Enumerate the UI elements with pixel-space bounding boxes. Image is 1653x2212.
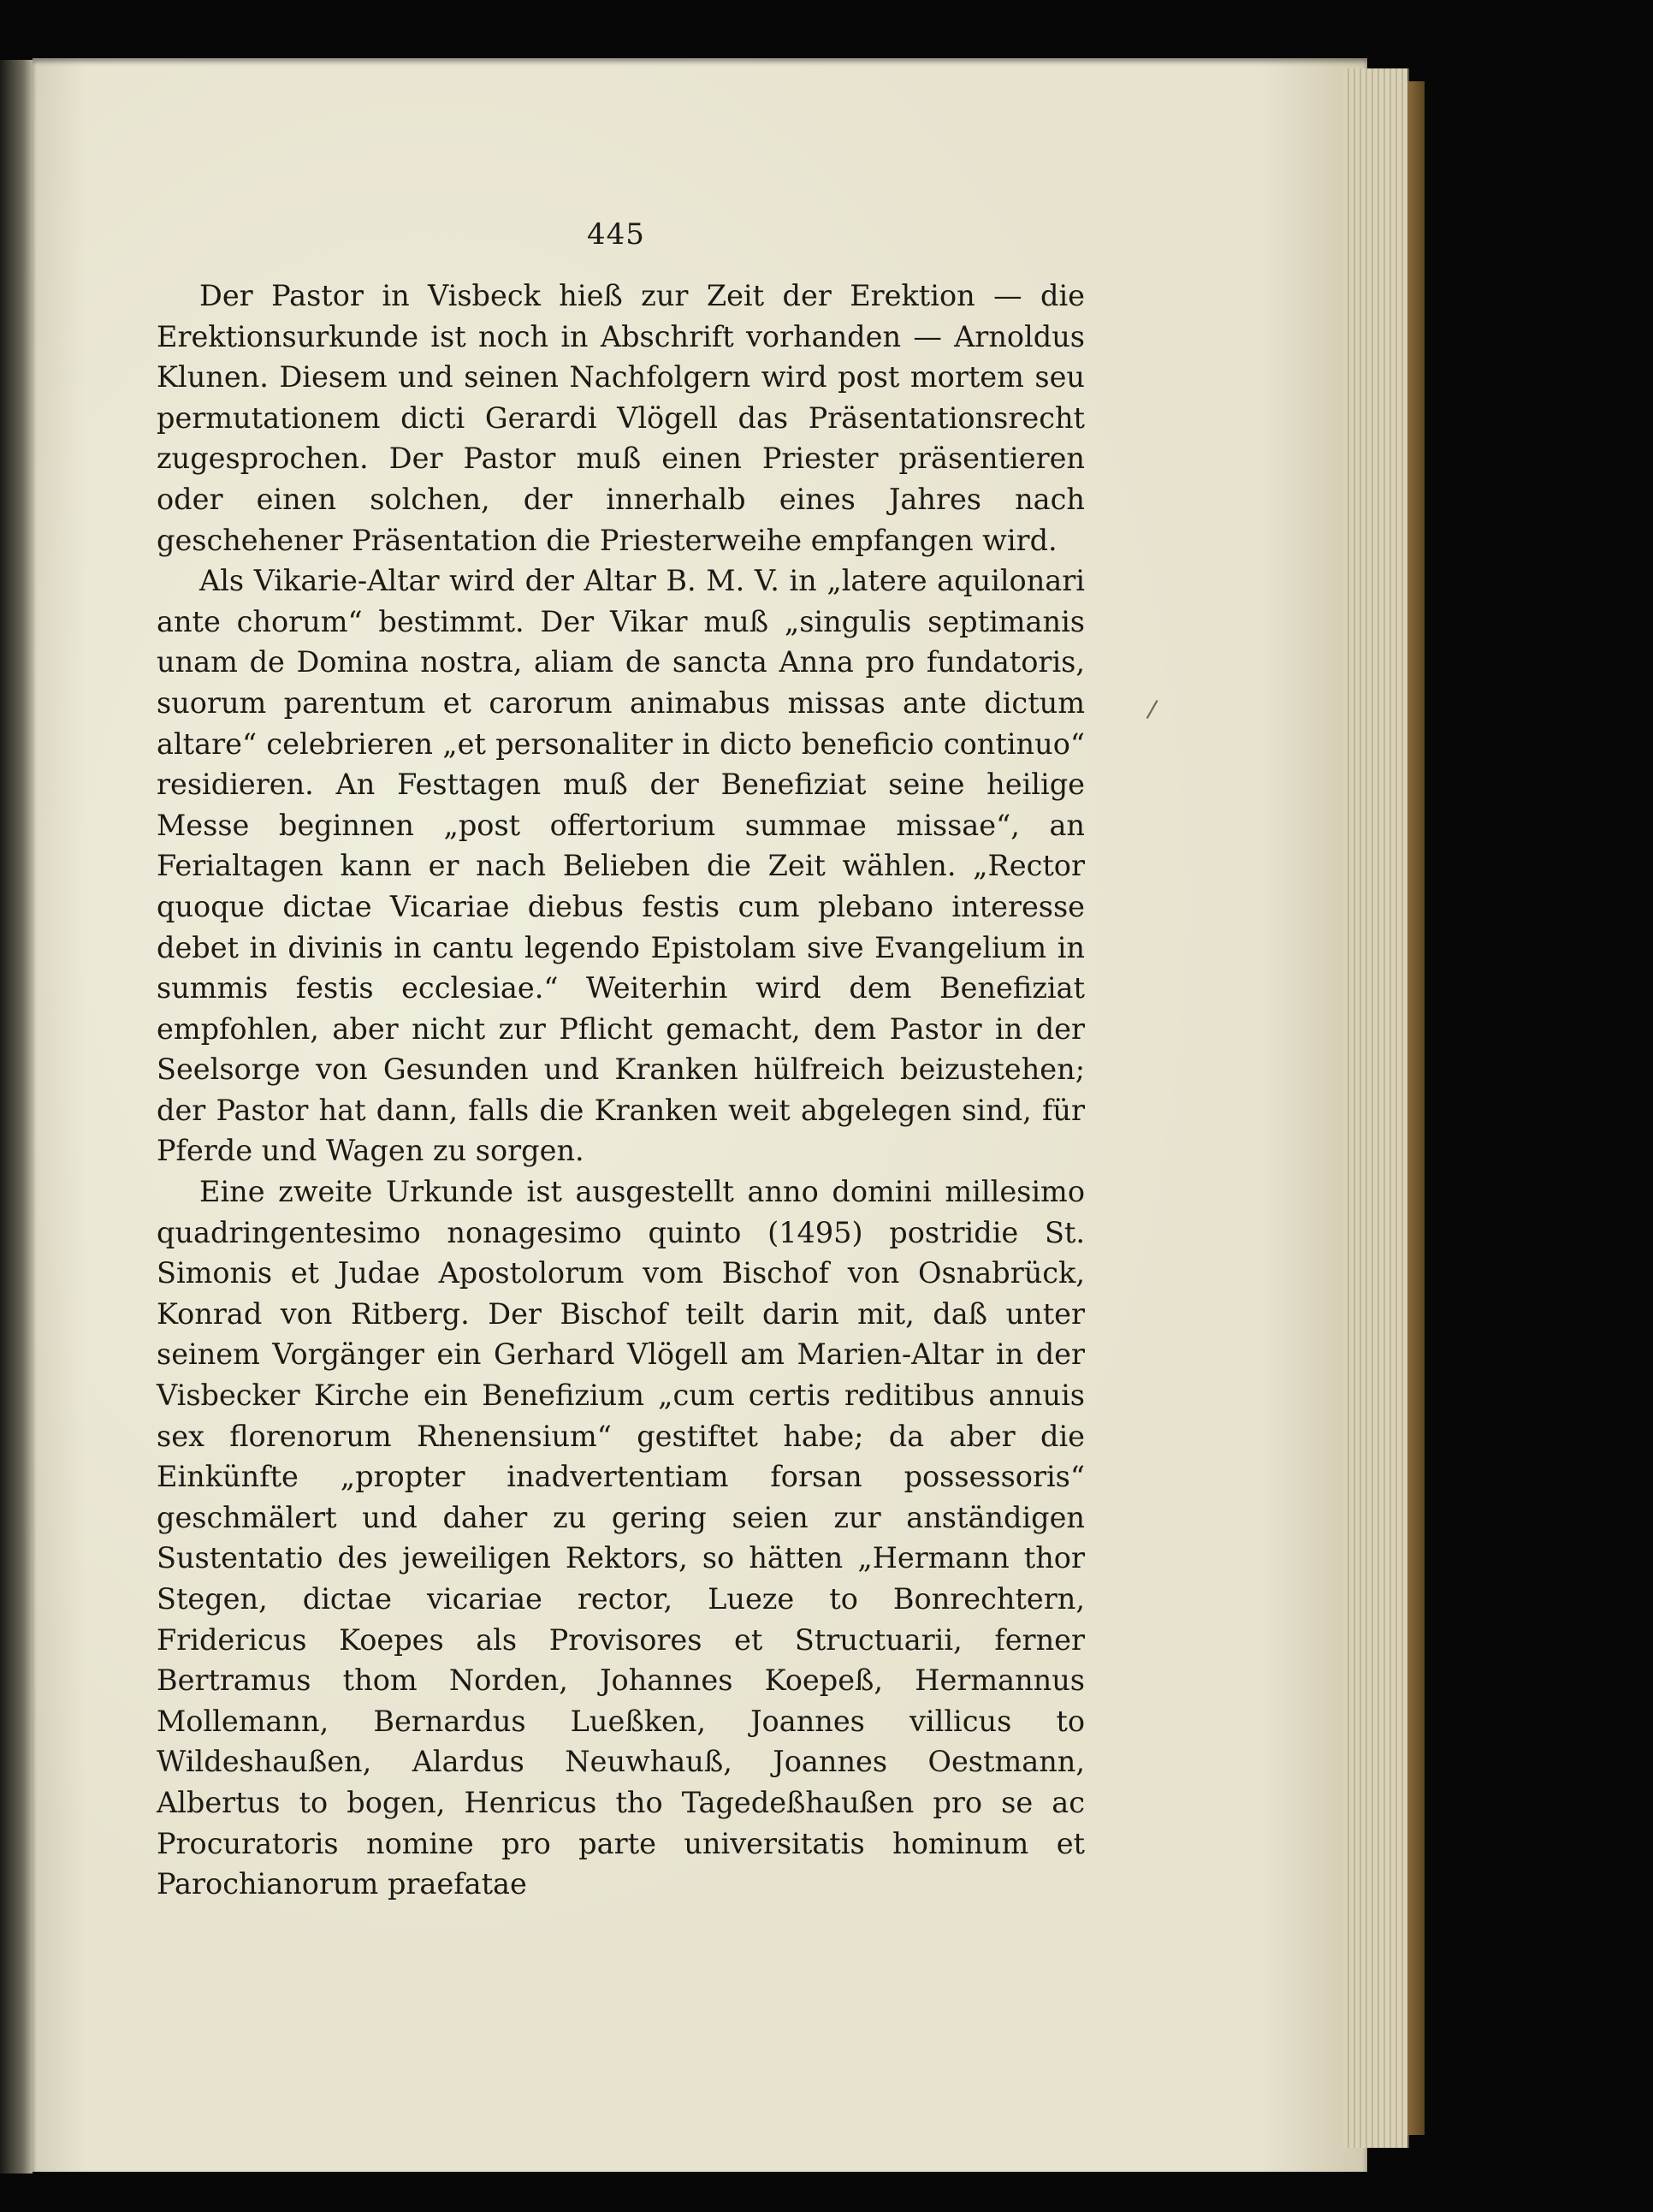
paragraph-1: Der Pastor in Visbeck hieß zur Zeit der Erektion — die Erektionsurkunde ist noch in Abschrift vorhanden — Arnoldus Klunen. Diesem und seinen Nachfolgern wird post mortem seu permutationem dicti Gerardi Vlögell das Präsentationsrecht zugesprochen. Der Pastor muß einen Priester präsentieren oder einen solchen, der innerhalb eines Jahres nach geschehener Präsentation die Priesterweihe empfangen wird.: [157, 279, 1085, 557]
left-page-edge: [0, 60, 33, 2173]
margin-pencil-mark: /: [1145, 694, 1159, 724]
page-edges: [1343, 68, 1409, 2148]
book-cover-edge: [1407, 81, 1425, 2135]
page-number: 445: [587, 217, 645, 252]
paragraph-3: Eine zweite Urkunde ist ausgestellt anno domini millesimo quadringentesimo nonagesimo quinto (1495) postridie St. Simonis et Judae Apostolorum vom Bischof von Osnabrück, Konrad von Ritberg. Der Bischof teilt darin mit, daß unter seinem Vorgänger ein Gerhard Vlögell am Marien-Altar in der Visbecker Kirche ein Benefizium „cum certis reditibus annuis sex florenorum Rhenensium“ gestiftet habe; da aber die Einkünfte „propter inadvertentiam forsan possessoris“ geschmälert und daher zu gering seien zur anständigen Sustentatio des jeweiligen Rektors, so hätten „Hermann thor Stegen, dictae vicariae rector, Lueze to Bonrechtern, Fridericus Koepes als Provisores et Structuarii, ferner Bertramus thom Norden, Johannes Koepeß, Hermannus Mollemann, Bernardus Lueßken, Joannes villicus to Wildeshaußen, Alardus Neuwhauß, Joannes Oestmann, Albertus to bogen, Henricus tho Tagedeßhaußen pro se ac Procuratoris nomine pro parte universitatis hominum et Parochianorum praefatae: [157, 1175, 1085, 1901]
body-text: [157, 276, 1085, 1905]
paragraph-2: Als Vikarie-Altar wird der Altar B. M. V. in „latere aquilonari ante chorum“ bestimmt. Der Vikar muß „singulis septimanis unam de Domina nostra, aliam de sancta Anna pro fundatoris, suorum parentum et carorum animabus missas ante dictum altare“ celebrieren „et personaliter in dicto beneficio continuo“ residieren. An Festtagen muß der Benefiziat seine heilige Messe beginnen „post offertorium summae missae“, an Ferialtagen kann er nach Belieben die Zeit wählen. „Rector quoque dictae Vicariae diebus festis cum plebano interesse debet in divinis in cantu legendo Epistolam sive Evangelium in summis festis ecclesiae.“ Weiterhin wird dem Benefiziat empfohlen, aber nicht zur Pflicht gemacht, dem Pastor in der Seelsorge von Gesunden und Kranken hülfreich beizustehen; der Pastor hat dann, falls die Kranken weit abgelegen sind, für Pferde und Wagen zu sorgen.: [157, 564, 1085, 1168]
